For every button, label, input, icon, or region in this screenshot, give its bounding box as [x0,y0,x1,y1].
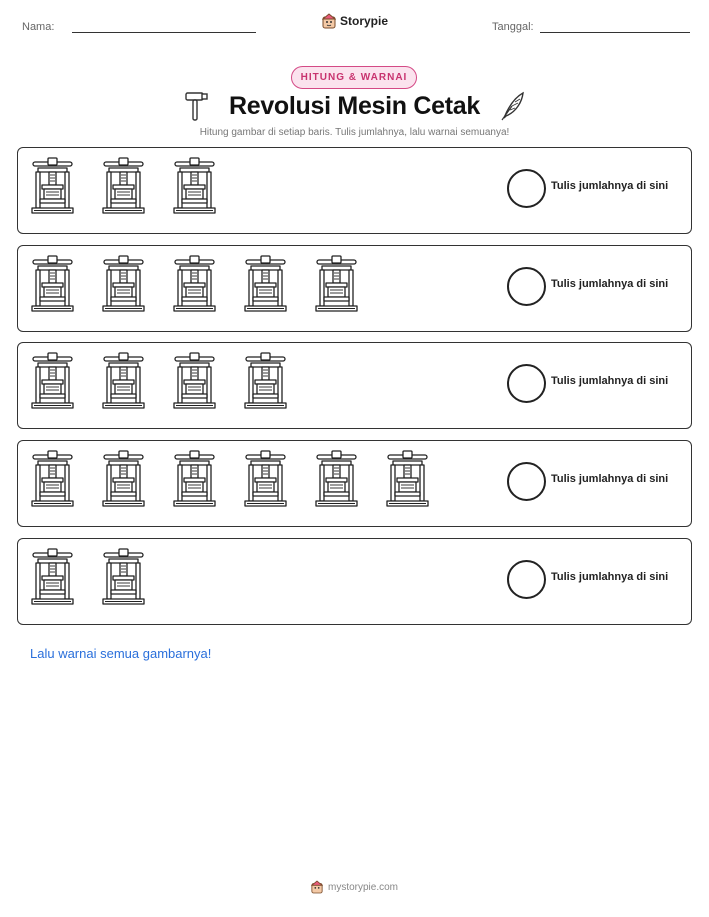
hammer-icon [183,90,211,122]
counting-row-5 [17,538,692,625]
brand-name: Storypie [340,14,389,28]
answer-label: Tulis jumlahnya di sini [551,473,669,485]
coloring-instruction: Lalu warnai semua gambarnya! [30,646,212,661]
storypie-logo [311,880,323,894]
press-list [30,450,430,508]
activity-badge: HITUNG & WARNAI [291,66,417,89]
press-list [30,352,288,410]
answer-circle[interactable] [507,169,546,208]
answer-label: Tulis jumlahnya di sini [551,180,669,192]
brand-header [322,13,388,29]
press-list [30,157,217,215]
date-field[interactable] [492,21,690,33]
printing-press-icon[interactable] [101,352,146,410]
printing-press-icon[interactable] [30,548,75,606]
date-label: Tanggal: [492,21,534,33]
date-line[interactable] [540,21,690,33]
website-url: mystorypie.com [327,881,398,893]
instructions: Hitung gambar di setiap baris. Tulis jumlahnya, lalu warnai semuanya! [199,127,510,138]
name-line[interactable] [72,21,256,33]
answer-circle[interactable] [507,267,546,306]
press-list [30,548,146,606]
counting-row-3 [17,342,692,429]
counting-row-4 [17,440,692,527]
name-label: Nama: [22,21,55,33]
printing-press-icon[interactable] [101,157,146,215]
printing-press-icon[interactable] [101,255,146,313]
printing-press-icon[interactable] [30,157,75,215]
printing-press-icon[interactable] [172,450,217,508]
counting-row-2 [17,245,692,332]
site-footer [0,880,709,894]
answer-circle[interactable] [507,462,546,501]
name-field[interactable] [22,21,256,33]
answer-label: Tulis jumlahnya di sini [551,375,669,387]
press-list [30,255,359,313]
answer-label: Tulis jumlahnya di sini [551,278,669,290]
printing-press-icon[interactable] [243,450,288,508]
printing-press-icon[interactable] [30,450,75,508]
printing-press-icon[interactable] [30,352,75,410]
title-row [0,90,709,122]
storypie-logo [322,13,336,29]
printing-press-icon[interactable] [172,352,217,410]
printing-press-icon[interactable] [314,450,359,508]
printing-press-icon[interactable] [30,255,75,313]
printing-press-icon[interactable] [385,450,430,508]
printing-press-icon[interactable] [243,352,288,410]
answer-label: Tulis jumlahnya di sini [551,571,669,583]
printing-press-icon[interactable] [101,450,146,508]
quill-feather-icon [498,90,526,122]
answer-circle[interactable] [507,364,546,403]
printing-press-icon[interactable] [243,255,288,313]
answer-circle[interactable] [507,560,546,599]
printing-press-icon[interactable] [172,157,217,215]
counting-row-1 [17,147,692,234]
printing-press-icon[interactable] [101,548,146,606]
printing-press-icon[interactable] [172,255,217,313]
printing-press-icon[interactable] [314,255,359,313]
page-title: Revolusi Mesin Cetak [228,91,481,120]
